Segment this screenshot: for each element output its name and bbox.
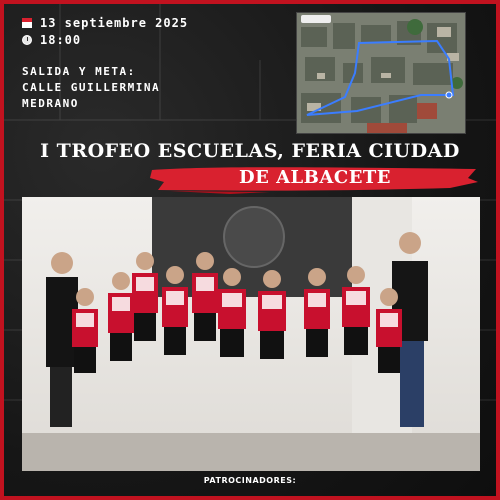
route-map xyxy=(296,12,466,134)
event-time: 18:00 xyxy=(40,32,82,47)
satellite-map-image xyxy=(297,13,465,133)
sponsors-label: PATROCINADORES: xyxy=(203,476,297,485)
street-line-1: CALLE GUILLERMINA xyxy=(22,81,161,94)
start-finish-label: SALIDA Y META: xyxy=(22,65,136,78)
calendar-icon xyxy=(22,18,32,28)
time-row xyxy=(22,31,188,48)
event-title: I TROFEO ESCUELAS, FERIA CIUDAD xyxy=(40,140,460,162)
subtitle-banner xyxy=(150,164,480,194)
map-toolbar xyxy=(301,15,331,23)
team-photo-image xyxy=(22,197,480,471)
event-info xyxy=(22,14,188,48)
street-line-2: MEDRANO xyxy=(22,97,79,110)
start-finish-info xyxy=(22,64,160,112)
event-subtitle: DE ALBACETE xyxy=(238,167,392,188)
clock-icon xyxy=(22,35,32,45)
event-date: 13 septiembre 2025 xyxy=(40,15,189,30)
team-photo xyxy=(22,197,480,471)
date-row xyxy=(22,14,188,31)
